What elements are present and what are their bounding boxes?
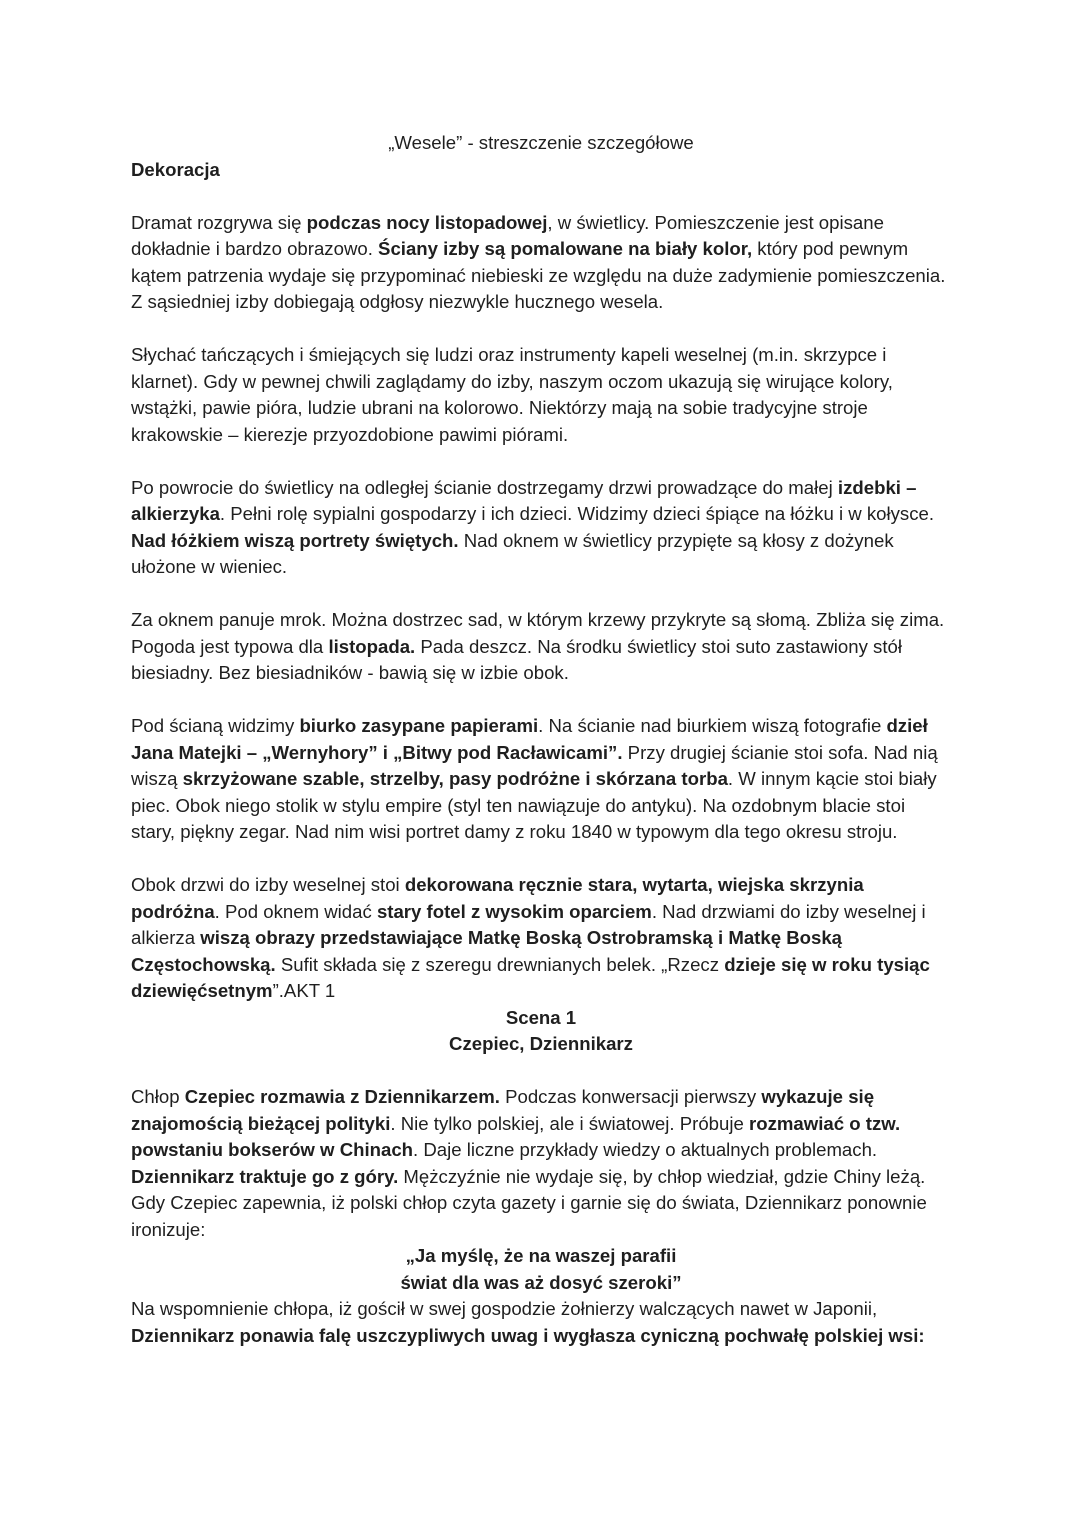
paragraph-6: Obok drzwi do izby weselnej stoi dekorowana ręcznie stara, wytarta, wiejska skrzynia podróżna. Pod oknem widać stary fotel z wysokim oparciem. Nad drzwiami do izby weselnej i alkierza wiszą obrazy przedstawiające Matkę Boską Ostrobramską i Matkę Boską Częstochowską. Sufit składa się z szeregu drewnianych belek. „Rzecz dzieje się w roku tysiąc dziewięćsetnym”.AKT 1 bbox=[131, 874, 930, 1001]
paragraph-2: Słychać tańczących i śmiejących się ludzi oraz instrumenty kapeli weselnej (m.in. skrzypce i klarnet). Gdy w pewnej chwili zaglądamy do izby, naszym oczom ukazują się wirujące kolory, wstążki, pawie pióra, ludzie ubrani na kolorowo. Niektórzy mają na sobie tradycyjne stroje krakowskie – kierezje przyozdobione pawimi piórami. bbox=[131, 344, 893, 445]
paragraph-4: Za oknem panuje mrok. Można dostrzec sad, w którym krzewy przykryte są słomą. Zbliża się zima. Pogoda jest typowa dla listopada. Pada deszcz. Na środku świetlicy stoi suto zastawiony stół biesiadny. Bez biesiadników - bawią się w izbie obok. bbox=[131, 609, 945, 683]
scene-title: Scena 1 bbox=[505, 1006, 577, 1028]
scene-characters: Czepiec, Dziennikarz bbox=[449, 1033, 633, 1054]
paragraph-5: Pod ścianą widzimy biurko zasypane papierami. Na ścianie nad biurkiem wiszą fotografie dzieł Jana Matejki – „Wernyhory” i „Bitwy pod Racławicami”. Przy drugiej ścianie stoi sofa. Nad nią wiszą skrzyżowane szable, strzelby, pasy podróżne i skórzana torba. W innym kącie stoi biały piec. Obok niego stolik w stylu empire (styl ten nawiązuje do antyku). Na ozdobnym blacie stoi stary, piękny zegar. Nad nim wisi portret damy z roku 1840 w typowym dla tego okresu stroju. bbox=[131, 715, 938, 842]
paragraph-3: Po powrocie do świetlicy na odległej ścianie dostrzegamy drzwi prowadzące do małej izdebki – alkierzyka. Pełni rolę sypialni gospodarzy i ich dzieci. Widzimy dzieci śpiące na łóżku i w kołysce. Nad łóżkiem wiszą portrety świętych. Nad oknem w świetlicy przypięte są kłosy z dożynek ułożone w wieniec. bbox=[131, 476, 935, 577]
paragraph-7: Chłop Czepiec rozmawia z Dziennikarzem. Podczas konwersacji pierwszy wykazuje się znajomością bieżącej polityki. Nie tylko polskiej, ale i światowej. Próbuje rozmawiać o tzw. powstaniu bokserów w Chinach. Daje liczne przykłady wiedzy o aktualnych problemach. Dziennikarz traktuje go z góry. Mężczyźnie nie wydaje się, by chłop wiedział, gdzie Chiny leżą. Gdy Czepiec zapewnia, iż polski chłop czyta gazety i garnie się do świata, Dziennikarz ponownie ironizuje: bbox=[131, 1086, 927, 1240]
document-title: „Wesele” - streszczenie szczegółowe bbox=[388, 132, 694, 153]
paragraph-8: Na wspomnienie chłopa, iż gościł w swej gospodzie żołnierzy walczących nawet w Japonii, Dziennikarz ponawia falę uszczypliwych uwag i wygłasza cyniczną pochwałę polskiej wsi: bbox=[131, 1298, 925, 1346]
quote-line-1: „Ja myślę, że na waszej parafii bbox=[405, 1245, 677, 1266]
section-heading: Dekoracja bbox=[131, 158, 220, 180]
document-page bbox=[131, 130, 951, 1349]
quote-line-2: świat dla was aż dosyć szeroki” bbox=[400, 1271, 682, 1293]
paragraph-1: Dramat rozgrywa się podczas nocy listopadowej, w świetlicy. Pomieszczenie jest opisane dokładnie i bardzo obrazowo. Ściany izby są pomalowane na biały kolor, który pod pewnym kątem patrzenia wydaje się przypominać niebieski ze względu na duże zadymienie pomieszczenia. Z sąsiedniej izby dobiegają odgłosy niezwykle hucznego wesela. bbox=[131, 211, 946, 312]
